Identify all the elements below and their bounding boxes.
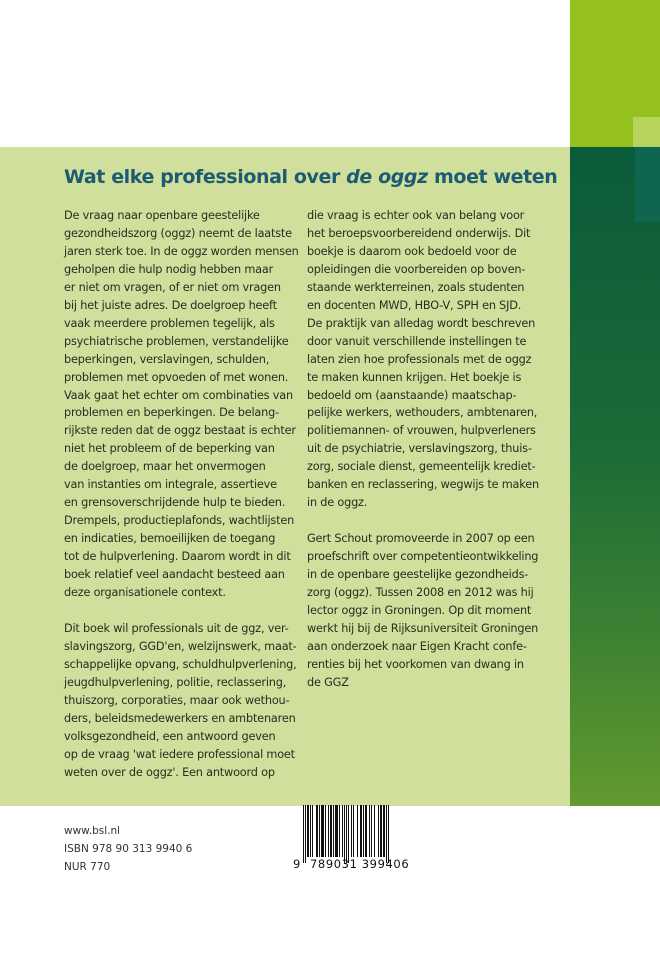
text-line: die vraag is echter ook van belang voor [307, 209, 525, 222]
barcode-first-digit: 9 [293, 857, 301, 871]
text-line: tot de hulpverlening. Daarom wordt in dit [64, 550, 291, 564]
text-line: pelijke werkers, wethouders, ambtenaren, [307, 406, 538, 420]
text-line: rijkste reden dat de oggz bestaat is echter [64, 424, 296, 438]
text-line: vaak meerdere problemen tegelijk, als [64, 316, 275, 330]
text-line: deze organisationele context. [64, 586, 226, 600]
text-line: laten zien hoe professionals met de oggz [307, 352, 532, 366]
title-text: Wat elke professional over [64, 166, 347, 188]
text-line: de doelgroep, maar het onvermogen [64, 460, 266, 474]
text-line: in de openbare geestelijke gezondheids- [307, 568, 529, 582]
text-line: Gert Schout promoveerde in 2007 op een [307, 532, 535, 546]
text-line: jeugdhulpverlening, politie, reclassering, [64, 675, 287, 689]
text-line: en indicaties, bemoeilijken de toegang [64, 532, 276, 546]
title-text: moet weten [427, 166, 558, 188]
nur-code: NUR 770 [64, 861, 111, 873]
cover-decoration [633, 117, 660, 147]
text-line: bedoeld om (aanstaande) maatschap- [307, 388, 517, 402]
text-line: op de vraag 'wat iedere professional moet [64, 747, 295, 761]
website-link[interactable]: www.bsl.nl [64, 825, 121, 837]
text-line: Vaak gaat het echter om combinaties van [64, 388, 293, 402]
text-line: boekje is daarom ook bedoeld voor de [307, 244, 517, 258]
text-line: uit de psychiatrie, verslavingszorg, thuis- [307, 442, 532, 456]
barcode-bars [303, 805, 421, 863]
text-line: thuiszorg, corporaties, maar ook wethou- [64, 693, 290, 707]
publication-info [64, 822, 192, 876]
text-line: schappelijke opvang, schuldhulpverlening, [64, 657, 297, 671]
text-line: de GGZ [307, 675, 349, 689]
text-line: Drempels, productieplafonds, wachtlijsten [64, 514, 295, 528]
page-title [64, 166, 557, 188]
text-line: door vanuit verschillende instellingen te [307, 334, 527, 348]
text-line: aan onderzoek naar Eigen Kracht confe- [307, 639, 527, 653]
right-column [307, 207, 539, 710]
barcode-bar [389, 805, 390, 863]
text-line: banken en reclassering, wegwijs te maken [307, 478, 539, 492]
cover-decoration [635, 147, 660, 222]
text-line: niet het probleem of de beperking van [64, 442, 275, 456]
text-line: proefschrift over competentieontwikkeling [307, 550, 539, 564]
text-line: en grensoverschrijdende hulp te bieden. [64, 496, 286, 510]
text-line: er niet om vragen, of er niet om vragen [64, 280, 281, 294]
cover-strip-gradient [570, 147, 660, 806]
text-line: problemen en beperkingen. De belang- [64, 406, 279, 420]
text-line: De vraag naar openbare geestelijke [64, 209, 260, 222]
text-line: opleidingen die voorbereiden op boven- [307, 262, 526, 276]
text-line: geholpen die hulp nodig hebben maar [64, 262, 274, 276]
text-line: en docenten MWD, HBO-V, SPH en SJD. [307, 298, 522, 312]
text-line: boek relatief veel aandacht besteed aan [64, 568, 285, 582]
text-line: slavingszorg, GGD'en, welzijnswerk, maat- [64, 639, 297, 653]
paragraph [64, 620, 299, 782]
text-line: De praktijk van alledag wordt beschreven [307, 316, 536, 330]
paragraph [64, 207, 299, 602]
text-line: renties bij het voorkomen van dwang in [307, 657, 524, 671]
text-line: weten over de oggz'. Een antwoord op [64, 765, 275, 779]
text-line: van instanties om integrale, assertieve [64, 478, 277, 492]
text-line: zorg (oggz). Tussen 2008 en 2012 was hij [307, 586, 534, 599]
barcode [290, 805, 425, 880]
text-line: lector oggz in Groningen. Op dit moment [307, 603, 532, 617]
text-line: gezondheidszorg (oggz) neemt de laatste [64, 226, 292, 240]
text-line: zorg, sociale dienst, gemeentelijk krediet- [307, 460, 536, 474]
text-line: in de oggz. [307, 496, 368, 510]
text-line: psychiatrische problemen, verstandelijke [64, 334, 289, 348]
title-italic-text: de oggz [346, 166, 428, 188]
author-bio [307, 530, 539, 692]
text-line: volksgezondheid, een antwoord geven [64, 729, 276, 743]
text-line: politiemannen- of vrouwen, hulpverleners [307, 424, 536, 438]
paragraph [307, 207, 539, 512]
text-line: het beroepsvoorbereidend onderwijs. Dit [307, 226, 531, 240]
left-column [64, 207, 299, 799]
text-line: jaren sterk toe. In de oggz worden mensen [64, 244, 299, 258]
barcode-digits: 789031 399406 [310, 857, 410, 871]
isbn: ISBN 978 90 313 9940 6 [64, 843, 193, 855]
text-line: Dit boek wil professionals uit de ggz, ver- [64, 621, 289, 635]
text-line: werkt hij bij de Rijksuniversiteit Groningen [307, 621, 539, 635]
text-line: ders, beleidsmedewerkers en ambtenaren [64, 711, 296, 725]
text-line: problemen met opvoeden of met wonen. [64, 370, 289, 384]
text-line: staande werkterreinen, zoals studenten [307, 280, 525, 294]
text-line: bij het juiste adres. De doelgroep heeft [64, 298, 277, 312]
text-line: beperkingen, verslavingen, schulden, [64, 352, 270, 366]
text-line: te maken kunnen krijgen. Het boekje is [307, 370, 522, 384]
